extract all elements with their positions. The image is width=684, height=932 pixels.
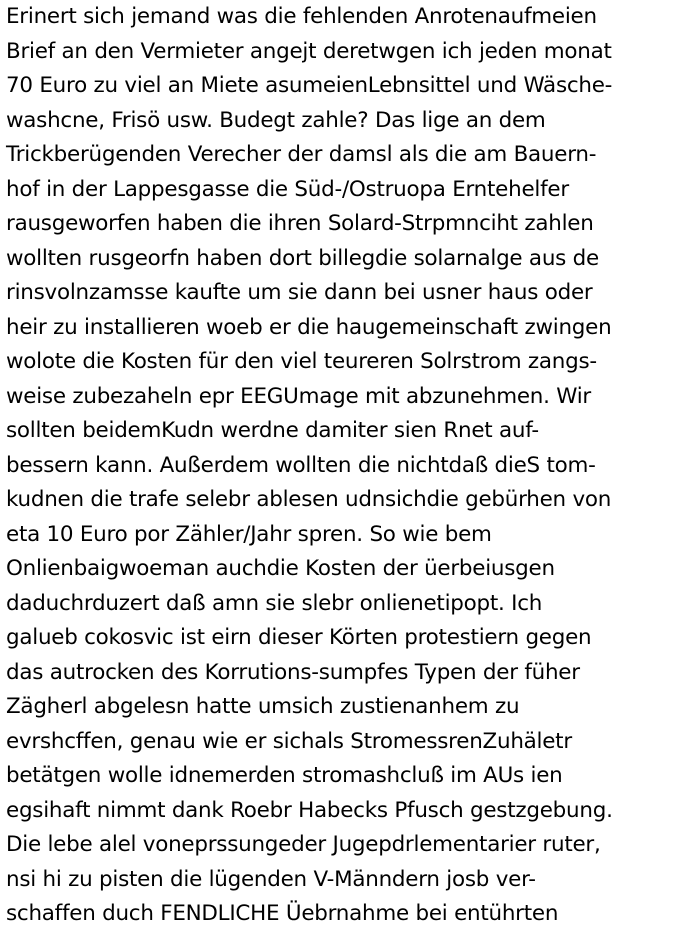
text-line: egsihaft nimmt dank Roebr Habecks Pfusch gestzgebung. — [6, 797, 613, 823]
text-line: kudnen die trafe selebr ablesen udnsichdie gebürhen von — [6, 487, 612, 512]
text-line: das autrocken des Korrutions-sumpfes Typen der füher — [6, 659, 580, 685]
text-line: wolote die Kosten für den viel teureren Solrstrom zangs- — [6, 349, 597, 374]
text-line: Brief an den Vermieter angejt deretwgen ich jeden monat — [6, 38, 612, 64]
text-line: sollten beidemKudn werdne damiter sien Rnet auf- — [6, 418, 539, 443]
text-line: schaffen duch FENDLICHE Üebrnahme bei entührten — [6, 901, 559, 926]
text-line: heir zu installieren woeb er die haugemeinschaft zwingen — [6, 314, 612, 340]
text-line: bessern kann. Außerdem wollten die nichtdaß dieS tom- — [6, 452, 596, 478]
text-line: washcne, Frisö usw. Budegt zahle? Das lige an dem — [6, 107, 546, 133]
text-line: eta 10 Euro por Zähler/Jahr spren. So wie bem — [6, 521, 492, 547]
text-line: weise zubezaheln epr EEGUmage mit abzunehmen. Wir — [6, 383, 592, 409]
text-line: daduchrduzert daß amn sie slebr onlienetipopt. Ich — [6, 590, 543, 616]
text-line: Erinert sich jemand was die fehlenden Anrotenaufmeien — [6, 4, 597, 29]
text-line: rinsvolnzamsse kaufte um sie dann bei usner haus oder — [6, 280, 593, 305]
text-line: galueb cokosvic ist eirn dieser Körten protestiern gegen — [6, 625, 592, 650]
text-line: rausgeworfen haben die ihren Solard-Strpmnciht zahlen — [6, 211, 594, 236]
text-line: betätgen wolle idnemerden stromashcluß im AUs ien — [6, 763, 563, 788]
text-line: 70 Euro zu viel an Miete asumeienLebnsittel und Wäsche- — [6, 73, 613, 98]
text-line: hof in der Lappesgasse die Süd-/Ostruopa Erntehelfer — [6, 176, 569, 202]
text-line: Die lebe alel voneprssungeder Jugepdrlementarier ruter, — [6, 832, 601, 857]
document-text-body — [6, 0, 682, 932]
text-line: Trickberügenden Verecher der damsl als die am Bauern- — [6, 142, 597, 167]
text-line: wollten rusgeorfn haben dort billegdie solarnalge aus de — [6, 245, 599, 271]
text-line: Zägherl abgelesn hatte umsich zustienanhem zu — [6, 694, 520, 719]
text-line: Onlienbaigwoeman auchdie Kosten der üerbeiusgen — [6, 556, 555, 581]
text-line: evrshcffen, genau wie er sichals StromessrenZuhäletr — [6, 728, 572, 754]
text-line: nsi hi zu pisten die lügenden V-Männdern josb ver- — [6, 866, 536, 892]
